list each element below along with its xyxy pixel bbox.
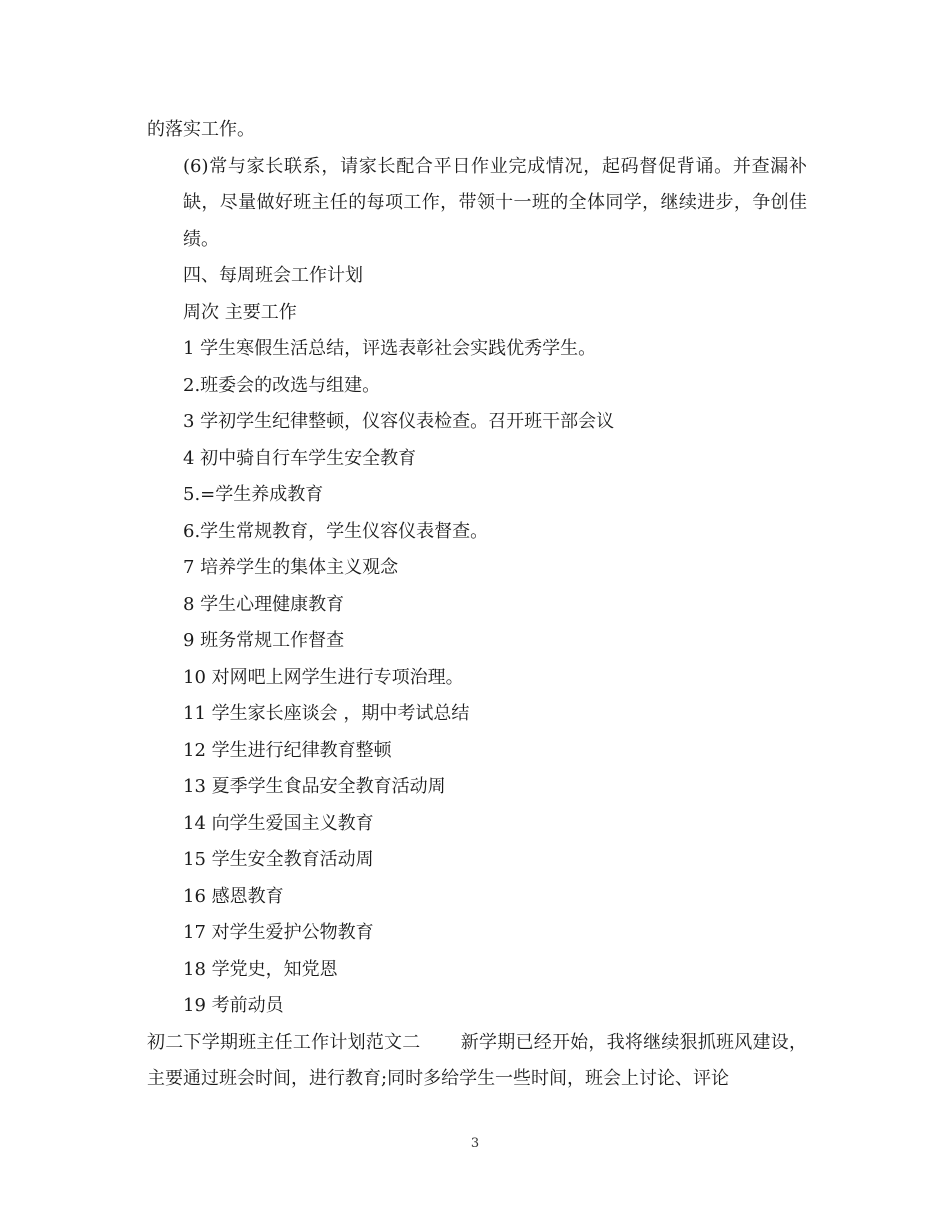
second-sample-heading: 初二下学期班主任工作计划范文二: [147, 1031, 421, 1053]
schedule-item: 13 夏季学生食品安全教育活动周: [183, 776, 446, 797]
document-body: [147, 112, 807, 1098]
schedule-item: 3 学初学生纪律整顿，仪容仪表检查。召开班干部会议: [183, 411, 615, 432]
page-number: 3: [470, 1136, 480, 1151]
schedule-item: 16 感恩教育: [183, 885, 284, 907]
schedule-item: 18 学党史，知党恩: [183, 958, 338, 980]
schedule-item: 11 学生家长座谈会 ，期中考试总结: [183, 703, 470, 724]
schedule-item: 19 考前动员: [183, 995, 284, 1016]
schedule-item: 6.学生常规教育，学生仪容仪表督查。: [183, 520, 489, 542]
schedule-item: 17 对学生爱护公物教育: [183, 922, 374, 943]
paragraph-second-sample: [147, 1025, 807, 1098]
schedule-item: 10 对网吧上网学生进行专项治理。: [183, 666, 464, 688]
schedule-item: 4 初中骑自行车学生安全教育: [183, 447, 417, 469]
schedule-item: 15 学生安全教育活动周: [183, 849, 374, 870]
schedule-item: 8 学生心理健康教育: [183, 593, 345, 615]
schedule-item: 5.=学生养成教育: [183, 484, 324, 505]
schedule-header: 周次 主要工作: [183, 301, 297, 323]
paragraph-parent-contact: (6)常与家长联系，请家长配合平日作业完成情况，起码督促背诵。并查漏补缺，尽量做好班主任的每项工作，带领十一班的全体同学，继续进步，争创佳绩。: [183, 155, 807, 250]
schedule-item: 1 学生寒假生活总结，评选表彰社会实践优秀学生。: [183, 338, 597, 359]
schedule-item: 14 向学生爱国主义教育: [183, 812, 374, 834]
paragraph-continuation: 的落实工作。: [147, 119, 255, 140]
schedule-item: 9 班务常规工作督查: [183, 630, 345, 651]
section-heading-weekly-plan: 四、每周班会工作计划: [183, 265, 363, 286]
schedule-item: 12 学生进行纪律教育整顿: [183, 739, 392, 761]
schedule-item: 2.班委会的改选与组建。: [183, 374, 381, 396]
schedule-item: 7 培养学生的集体主义观念: [183, 557, 399, 578]
second-sample-text: 新学期已经开始，我将继续狠抓班风建设，主要通过班会时间，进行教育;同时多给学生一些时间，班会上讨论、评论: [147, 1031, 807, 1089]
